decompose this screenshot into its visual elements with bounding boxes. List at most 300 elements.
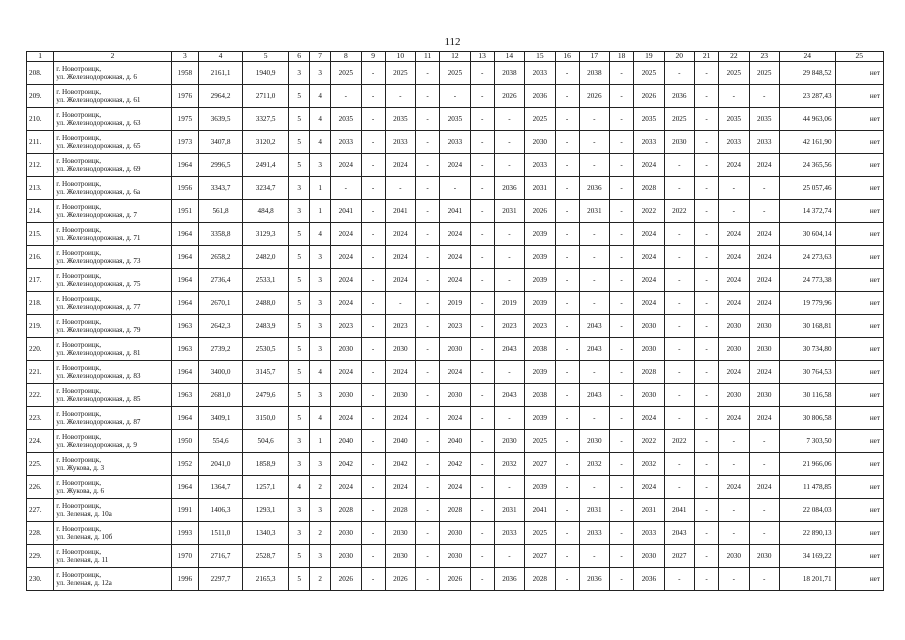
cell-col-11: -: [416, 62, 440, 85]
cell-col-4: 2670,1: [199, 292, 243, 315]
cell-col-11: -: [416, 384, 440, 407]
cell-col-20: 2043: [664, 522, 694, 545]
table-row: [27, 177, 884, 200]
cell-col-23: 2033: [749, 131, 779, 154]
cell-col-7: 3: [310, 384, 331, 407]
cell-col-18: -: [610, 200, 634, 223]
cell-col-16: -: [555, 361, 579, 384]
address-cell: [54, 108, 171, 131]
address-city: г. Новотроицк,: [56, 225, 102, 234]
cell-col-16: -: [555, 200, 579, 223]
cell-col-14: -: [494, 246, 524, 269]
cell-col-10: 2024: [385, 407, 415, 430]
cell-col-3: 1963: [171, 338, 198, 361]
cell-col-17: -: [579, 246, 609, 269]
cell-col-7: 4: [310, 108, 331, 131]
cell-col-18: -: [610, 223, 634, 246]
cell-col-4: 3358,8: [199, 223, 243, 246]
table-row: [27, 62, 884, 85]
cell-col-5: 2488,0: [243, 292, 289, 315]
cell-col-21: -: [695, 131, 719, 154]
cell-col-13: -: [470, 499, 494, 522]
cell-col-14: 2033: [494, 522, 524, 545]
cell-col-3: 1964: [171, 154, 198, 177]
cell-col-10: 2024: [385, 269, 415, 292]
cell-col-5: 2483,9: [243, 315, 289, 338]
cell-col-4: 2996,5: [199, 154, 243, 177]
cell-col-5: 2530,5: [243, 338, 289, 361]
address-city: г. Новотроицк,: [56, 340, 102, 349]
cell-col-13: -: [470, 223, 494, 246]
cell-col-13: -: [470, 62, 494, 85]
cell-col-5: 484,8: [243, 200, 289, 223]
row-number-cell: 228.: [27, 522, 54, 545]
cell-col-15: 2027: [525, 545, 555, 568]
row-number-cell: 208.: [27, 62, 54, 85]
cell-col-9: -: [361, 269, 385, 292]
column-header-15: 15: [525, 52, 555, 62]
cell-col-11: -: [416, 361, 440, 384]
table-row: [27, 453, 884, 476]
address-street: ул. Железнодорожная, д. 81: [56, 349, 141, 357]
row-number-cell: 214.: [27, 200, 54, 223]
column-header-3: 3: [171, 52, 198, 62]
column-header-7: 7: [310, 52, 331, 62]
cell-col-22: -: [719, 177, 749, 200]
cell-col-10: 2024: [385, 246, 415, 269]
table-row: [27, 292, 884, 315]
row-number-cell: 226.: [27, 476, 54, 499]
cell-col-11: -: [416, 292, 440, 315]
cell-col-8: 2024: [331, 476, 361, 499]
cell-col-15: 2039: [525, 476, 555, 499]
cell-col-12: 2041: [440, 200, 470, 223]
column-header-22: 22: [719, 52, 749, 62]
cell-col-5: 3150,0: [243, 407, 289, 430]
address-cell: [54, 177, 171, 200]
cell-col-15: 2039: [525, 269, 555, 292]
cell-col-21: -: [695, 108, 719, 131]
cell-col-18: -: [610, 108, 634, 131]
cell-col-13: -: [470, 269, 494, 292]
cell-col-6: 5: [289, 85, 310, 108]
cell-col-8: 2024: [331, 154, 361, 177]
address-street: ул. Железнодорожная, д. 69: [56, 165, 141, 173]
cell-col-5: 3129,3: [243, 223, 289, 246]
row-number-cell: 218.: [27, 292, 54, 315]
cell-col-25: нет: [835, 407, 883, 430]
cell-col-12: 2023: [440, 315, 470, 338]
cell-col-11: -: [416, 499, 440, 522]
cell-col-16: -: [555, 522, 579, 545]
cell-col-5: 2711,0: [243, 85, 289, 108]
cell-col-24: 14 372,74: [779, 200, 835, 223]
cell-col-22: -: [719, 200, 749, 223]
cell-col-24: 44 963,06: [779, 108, 835, 131]
cell-col-18: -: [610, 430, 634, 453]
cell-col-14: -: [494, 223, 524, 246]
cell-col-8: 2024: [331, 361, 361, 384]
cell-col-14: 2043: [494, 338, 524, 361]
address-street: ул. Железнодорожная, д. 73: [56, 257, 141, 265]
cell-col-11: -: [416, 200, 440, 223]
address-cell: [54, 62, 171, 85]
cell-col-23: -: [749, 453, 779, 476]
table-row: [27, 154, 884, 177]
column-header-9: 9: [361, 52, 385, 62]
cell-col-24: 29 848,52: [779, 62, 835, 85]
cell-col-10: 2024: [385, 154, 415, 177]
cell-col-21: -: [695, 246, 719, 269]
cell-col-23: -: [749, 200, 779, 223]
column-header-1: 1: [27, 52, 54, 62]
cell-col-21: -: [695, 384, 719, 407]
cell-col-17: 2038: [579, 62, 609, 85]
row-number-cell: 216.: [27, 246, 54, 269]
cell-col-13: -: [470, 522, 494, 545]
cell-col-9: -: [361, 430, 385, 453]
cell-col-24: 30 806,58: [779, 407, 835, 430]
cell-col-25: нет: [835, 177, 883, 200]
cell-col-25: нет: [835, 499, 883, 522]
column-header-13: 13: [470, 52, 494, 62]
cell-col-8: 2035: [331, 108, 361, 131]
cell-col-20: -: [664, 246, 694, 269]
cell-col-3: 1964: [171, 476, 198, 499]
cell-col-14: -: [494, 269, 524, 292]
cell-col-16: -: [555, 407, 579, 430]
cell-col-13: -: [470, 361, 494, 384]
table-row: [27, 499, 884, 522]
cell-col-11: -: [416, 453, 440, 476]
cell-col-13: -: [470, 85, 494, 108]
cell-col-22: 2030: [719, 384, 749, 407]
cell-col-6: 5: [289, 568, 310, 591]
cell-col-3: 1958: [171, 62, 198, 85]
cell-col-22: 2024: [719, 269, 749, 292]
cell-col-8: 2030: [331, 384, 361, 407]
address-street: ул. Железнодорожная, д. 63: [56, 119, 141, 127]
cell-col-9: -: [361, 315, 385, 338]
table-row: [27, 545, 884, 568]
row-number-cell: 221.: [27, 361, 54, 384]
cell-col-20: -: [664, 223, 694, 246]
cell-col-10: 2024: [385, 223, 415, 246]
cell-col-20: -: [664, 476, 694, 499]
cell-col-6: 5: [289, 269, 310, 292]
cell-col-11: -: [416, 269, 440, 292]
cell-col-19: 2028: [634, 361, 664, 384]
cell-col-9: -: [361, 522, 385, 545]
cell-col-14: -: [494, 108, 524, 131]
cell-col-9: -: [361, 85, 385, 108]
cell-col-24: 30 734,80: [779, 338, 835, 361]
table-body: [27, 52, 884, 591]
cell-col-5: 2528,7: [243, 545, 289, 568]
cell-col-15: 2033: [525, 154, 555, 177]
cell-col-19: 2024: [634, 223, 664, 246]
cell-col-14: 2019: [494, 292, 524, 315]
cell-col-19: 2035: [634, 108, 664, 131]
cell-col-20: -: [664, 407, 694, 430]
cell-col-18: -: [610, 361, 634, 384]
cell-col-3: 1951: [171, 200, 198, 223]
address-cell: [54, 499, 171, 522]
cell-col-10: 2026: [385, 568, 415, 591]
cell-col-10: -: [385, 292, 415, 315]
cell-col-7: 3: [310, 269, 331, 292]
column-header-21: 21: [695, 52, 719, 62]
cell-col-10: 2041: [385, 200, 415, 223]
address-cell: [54, 568, 171, 591]
cell-col-3: 1976: [171, 85, 198, 108]
cell-col-17: -: [579, 292, 609, 315]
row-number-cell: 212.: [27, 154, 54, 177]
cell-col-4: 2297,7: [199, 568, 243, 591]
cell-col-5: 504,6: [243, 430, 289, 453]
cell-col-23: 2024: [749, 361, 779, 384]
address-city: г. Новотроицк,: [56, 363, 102, 372]
cell-col-6: 4: [289, 476, 310, 499]
cell-col-16: -: [555, 384, 579, 407]
cell-col-9: -: [361, 131, 385, 154]
cell-col-16: -: [555, 223, 579, 246]
cell-col-7: 3: [310, 499, 331, 522]
cell-col-12: 2024: [440, 154, 470, 177]
address-cell: [54, 453, 171, 476]
cell-col-19: 2030: [634, 545, 664, 568]
cell-col-23: 2024: [749, 223, 779, 246]
cell-col-4: 2041,0: [199, 453, 243, 476]
cell-col-25: нет: [835, 223, 883, 246]
cell-col-8: 2030: [331, 545, 361, 568]
cell-col-24: 23 287,43: [779, 85, 835, 108]
cell-col-12: 2030: [440, 545, 470, 568]
cell-col-20: 2022: [664, 200, 694, 223]
cell-col-23: 2024: [749, 476, 779, 499]
address-city: г. Новотроицк,: [56, 294, 102, 303]
address-street: ул. Железнодорожная, д. 85: [56, 395, 141, 403]
table-row: [27, 246, 884, 269]
cell-col-14: 2036: [494, 177, 524, 200]
cell-col-11: -: [416, 154, 440, 177]
address-cell: [54, 223, 171, 246]
cell-col-3: 1964: [171, 223, 198, 246]
cell-col-22: 2024: [719, 407, 749, 430]
row-number-cell: 215.: [27, 223, 54, 246]
cell-col-4: 2681,0: [199, 384, 243, 407]
cell-col-7: 2: [310, 568, 331, 591]
cell-col-15: 2038: [525, 338, 555, 361]
cell-col-3: 1975: [171, 108, 198, 131]
cell-col-21: -: [695, 200, 719, 223]
cell-col-16: -: [555, 476, 579, 499]
cell-col-4: 1364,7: [199, 476, 243, 499]
cell-col-17: -: [579, 407, 609, 430]
cell-col-7: 3: [310, 292, 331, 315]
cell-col-17: 2043: [579, 315, 609, 338]
cell-col-17: -: [579, 545, 609, 568]
table-row: [27, 384, 884, 407]
cell-col-19: 2030: [634, 338, 664, 361]
cell-col-6: 3: [289, 522, 310, 545]
cell-col-21: -: [695, 361, 719, 384]
cell-col-12: 2024: [440, 269, 470, 292]
cell-col-9: -: [361, 568, 385, 591]
cell-col-25: нет: [835, 246, 883, 269]
cell-col-19: 2024: [634, 246, 664, 269]
cell-col-20: -: [664, 292, 694, 315]
cell-col-3: 1963: [171, 315, 198, 338]
column-header-11: 11: [416, 52, 440, 62]
cell-col-19: 2024: [634, 154, 664, 177]
cell-col-19: 2036: [634, 568, 664, 591]
cell-col-11: -: [416, 131, 440, 154]
cell-col-9: -: [361, 453, 385, 476]
cell-col-6: 5: [289, 131, 310, 154]
cell-col-20: 2041: [664, 499, 694, 522]
cell-col-6: 3: [289, 499, 310, 522]
cell-col-12: 2028: [440, 499, 470, 522]
cell-col-15: 2023: [525, 315, 555, 338]
page-number: 112: [444, 36, 461, 48]
cell-col-20: -: [664, 338, 694, 361]
cell-col-3: 1956: [171, 177, 198, 200]
cell-col-16: -: [555, 315, 579, 338]
cell-col-4: 2716,7: [199, 545, 243, 568]
address-street: ул. Жукова, д. 3: [56, 464, 105, 472]
cell-col-12: 2040: [440, 430, 470, 453]
address-cell: [54, 430, 171, 453]
cell-col-12: -: [440, 85, 470, 108]
row-number-cell: 219.: [27, 315, 54, 338]
address-cell: [54, 338, 171, 361]
table-row: [27, 108, 884, 131]
cell-col-5: 2533,1: [243, 269, 289, 292]
table-row: [27, 85, 884, 108]
cell-col-25: нет: [835, 430, 883, 453]
cell-col-7: 4: [310, 407, 331, 430]
cell-col-8: 2041: [331, 200, 361, 223]
cell-col-19: 2022: [634, 200, 664, 223]
cell-col-21: -: [695, 62, 719, 85]
cell-col-19: 2031: [634, 499, 664, 522]
table-row: [27, 315, 884, 338]
cell-col-25: нет: [835, 292, 883, 315]
cell-col-21: -: [695, 453, 719, 476]
cell-col-22: 2033: [719, 131, 749, 154]
cell-col-17: 2033: [579, 522, 609, 545]
cell-col-12: 2030: [440, 522, 470, 545]
table-row: [27, 131, 884, 154]
address-city: г. Новотроицк,: [56, 202, 102, 211]
cell-col-25: нет: [835, 131, 883, 154]
cell-col-25: нет: [835, 315, 883, 338]
cell-col-15: 2033: [525, 62, 555, 85]
address-cell: [54, 476, 171, 499]
cell-col-15: 2026: [525, 200, 555, 223]
cell-col-15: 2039: [525, 223, 555, 246]
cell-col-18: -: [610, 154, 634, 177]
cell-col-9: -: [361, 361, 385, 384]
cell-col-8: 2024: [331, 246, 361, 269]
cell-col-23: 2024: [749, 269, 779, 292]
address-street: ул. Железнодорожная, д. 7: [56, 211, 137, 219]
cell-col-10: 2023: [385, 315, 415, 338]
cell-col-21: -: [695, 85, 719, 108]
address-city: г. Новотроицк,: [56, 156, 102, 165]
cell-col-5: 1940,9: [243, 62, 289, 85]
address-city: г. Новотроицк,: [56, 317, 102, 326]
cell-col-14: 2030: [494, 430, 524, 453]
address-city: г. Новотроицк,: [56, 133, 102, 142]
cell-col-6: 3: [289, 177, 310, 200]
cell-col-8: 2028: [331, 499, 361, 522]
cell-col-17: 2031: [579, 499, 609, 522]
cell-col-24: 25 057,46: [779, 177, 835, 200]
cell-col-16: -: [555, 62, 579, 85]
cell-col-11: -: [416, 223, 440, 246]
cell-col-7: 3: [310, 62, 331, 85]
cell-col-13: -: [470, 430, 494, 453]
cell-col-20: -: [664, 568, 694, 591]
cell-col-12: 2024: [440, 246, 470, 269]
table-row: [27, 200, 884, 223]
cell-col-9: -: [361, 384, 385, 407]
cell-col-21: -: [695, 269, 719, 292]
cell-col-17: 2036: [579, 568, 609, 591]
cell-col-16: -: [555, 246, 579, 269]
cell-col-20: -: [664, 177, 694, 200]
cell-col-5: 1293,1: [243, 499, 289, 522]
cell-col-22: -: [719, 453, 749, 476]
cell-col-9: -: [361, 545, 385, 568]
cell-col-13: -: [470, 407, 494, 430]
cell-col-21: -: [695, 177, 719, 200]
address-street: ул. Железнодорожная, д. 65: [56, 142, 141, 150]
address-cell: [54, 522, 171, 545]
cell-col-13: -: [470, 108, 494, 131]
cell-col-16: -: [555, 85, 579, 108]
cell-col-25: нет: [835, 200, 883, 223]
cell-col-14: 2026: [494, 85, 524, 108]
cell-col-17: 2036: [579, 177, 609, 200]
cell-col-3: 1964: [171, 269, 198, 292]
address-street: ул. Жукова, д. 6: [56, 487, 105, 495]
address-cell: [54, 315, 171, 338]
cell-col-18: -: [610, 292, 634, 315]
cell-col-10: -: [385, 177, 415, 200]
cell-col-19: 2025: [634, 62, 664, 85]
cell-col-18: -: [610, 177, 634, 200]
row-number-cell: 222.: [27, 384, 54, 407]
address-street: ул. Зеленая, д. 11: [56, 556, 109, 564]
cell-col-9: -: [361, 108, 385, 131]
cell-col-25: нет: [835, 338, 883, 361]
cell-col-25: нет: [835, 568, 883, 591]
table-row: [27, 522, 884, 545]
cell-col-23: 2030: [749, 315, 779, 338]
cell-col-23: 2024: [749, 154, 779, 177]
cell-col-19: 2028: [634, 177, 664, 200]
cell-col-10: 2024: [385, 361, 415, 384]
cell-col-13: -: [470, 246, 494, 269]
cell-col-14: 2032: [494, 453, 524, 476]
cell-col-4: 2161,1: [199, 62, 243, 85]
cell-col-4: 3343,7: [199, 177, 243, 200]
cell-col-13: -: [470, 476, 494, 499]
cell-col-6: 3: [289, 62, 310, 85]
